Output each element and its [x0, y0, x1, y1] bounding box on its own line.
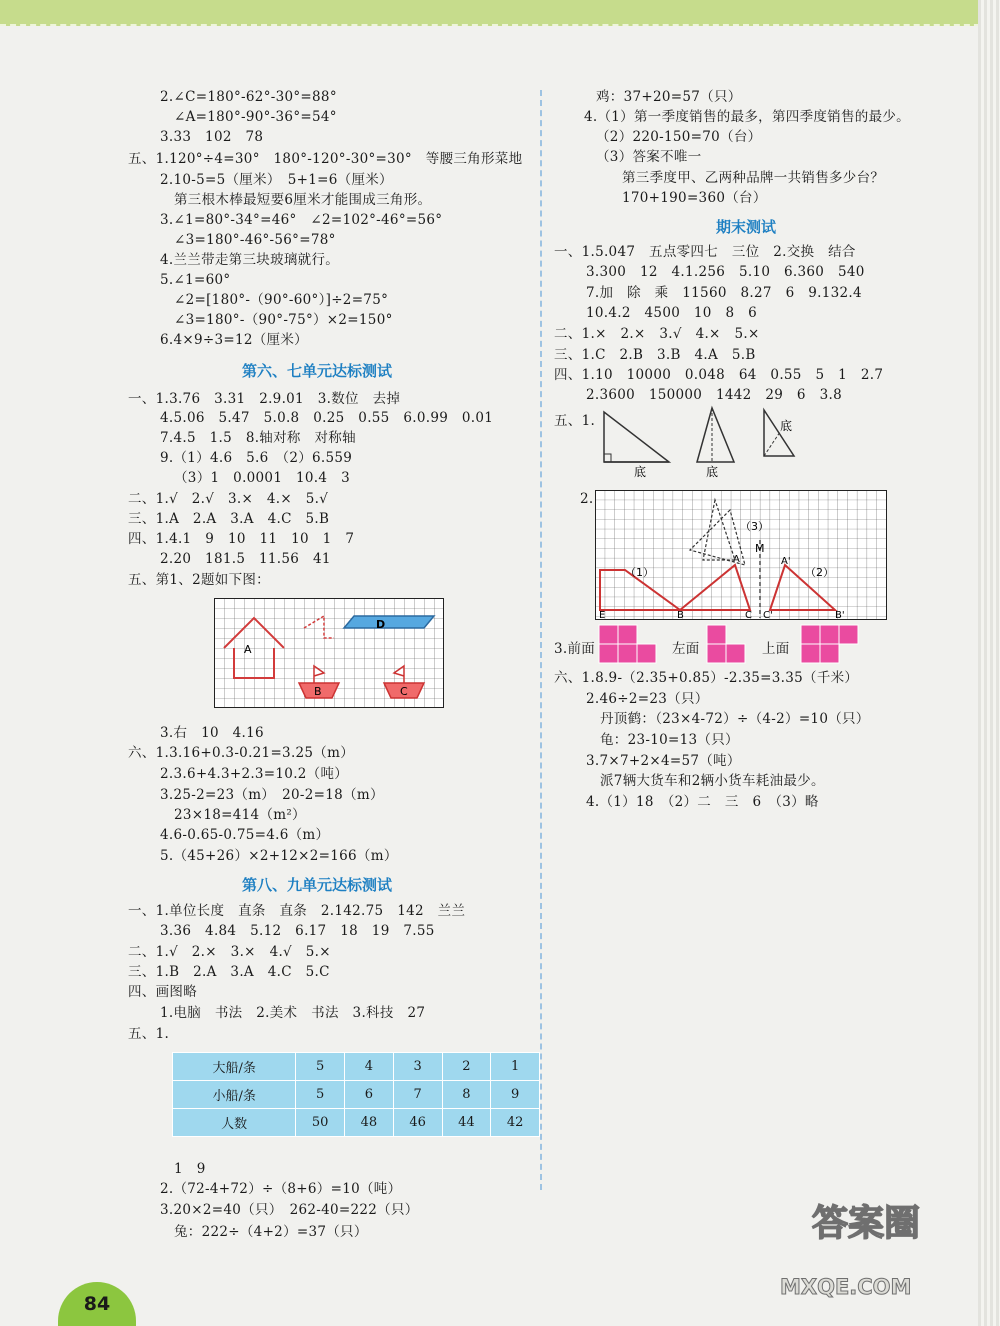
sec2-line: 二、1.√ 2.× 3.× 4.√ 5.× — [128, 944, 331, 960]
sec2-line: 五、1. — [128, 1026, 170, 1042]
left-line: ∠2=[180°-（90°-60°）]÷2=75° — [174, 292, 389, 308]
sec2-line: 四、画图略 — [128, 984, 197, 1000]
sec2-after-line: 3.20×2=40（只） 262-40=222（只） — [160, 1202, 419, 1218]
table-cell: 42 — [491, 1109, 540, 1137]
right-line: （2）220-150=70（台） — [596, 129, 762, 145]
sec1-line: 一、1.3.76 3.31 2.9.01 3.数位 去掉 — [128, 391, 401, 407]
triangle-base-label: 底 — [634, 465, 647, 479]
fig-label-d: D — [376, 618, 386, 631]
grid-label-c-prime: C' — [763, 610, 773, 621]
grid-label-e: E — [599, 610, 606, 621]
sec1-line: 2.20 181.5 11.56 41 — [160, 551, 331, 567]
sec1-line: 二、1.√ 2.√ 3.× 4.× 5.√ — [128, 491, 329, 507]
sec1-after-line: 2.3.6+4.3+2.3=10.2（吨） — [160, 766, 349, 782]
triangle-base-label: 底 — [706, 465, 719, 479]
table-row — [173, 1109, 540, 1137]
table-cell: 8 — [442, 1081, 491, 1109]
watermark-url: MXQE.COM — [780, 1275, 912, 1299]
left-line: ∠A=180°-90°-36°=54° — [174, 109, 337, 125]
left-line: 五、1.120°÷4=30° 180°-120°-30°=30° 等腰三角形菜地 — [128, 151, 523, 167]
left-line: 5.∠1=60° — [160, 272, 231, 288]
triangle-base-label: 底 — [780, 419, 793, 433]
sec3-line: 3.300 12 4.1.256 5.10 6.360 540 — [586, 264, 865, 280]
left-line: 3.∠1=80°-34°=46° ∠2=102°-46°=56° — [160, 212, 443, 228]
sec1-after-line: 4.6-0.65-0.75=4.6（m） — [160, 827, 330, 843]
sec2-after-line: 2.（72-4+72）÷（8+6）=10（吨） — [160, 1181, 402, 1197]
table-cell: 7 — [393, 1081, 442, 1109]
sec3-line: 三、1.C 2.B 3.B 4.A 5.B — [554, 347, 756, 363]
table-cell: 4 — [345, 1053, 394, 1081]
sec3-after-line: 六、1.8.9-（2.35+0.85）-2.35=3.35（千米） — [554, 670, 859, 686]
sec3-line: 四、1.10 10000 0.048 64 0.55 5 1 2.7 — [554, 367, 884, 383]
table-cell: 3 — [393, 1053, 442, 1081]
right-line: （3）答案不唯一 — [596, 149, 702, 165]
sec1-after-line: 六、1.3.16+0.3-0.21=3.25（m） — [128, 745, 355, 761]
left-line: 4.兰兰带走第三块玻璃就行。 — [160, 252, 340, 268]
grid-label-b-prime: B' — [835, 610, 845, 621]
sec1-after-line: 5.（45+26）×2+12×2=166（m） — [160, 848, 398, 864]
sec1-line: 三、1.A 2.A 3.A 4.C 5.B — [128, 511, 330, 527]
sec3-after-line: 2.46÷2=23（只） — [586, 691, 709, 707]
sec1-after-line: 3.25-2=23（m） 20-2=18（m） — [160, 787, 384, 803]
symmetry-grid-figure — [214, 598, 446, 710]
sec1-line: 9.（1）4.6 5.6 （2）6.559 — [160, 450, 353, 466]
top-view-blocks — [800, 624, 860, 666]
fig-label-b: B — [314, 685, 322, 698]
triangle-base-figure — [594, 400, 804, 480]
sec2-line: 三、1.B 2.A 3.A 4.C 5.C — [128, 964, 330, 980]
grid-label-m: M — [755, 542, 765, 555]
sec3-line: 2.3600 150000 1442 29 6 3.8 — [586, 387, 842, 403]
left-line: ∠3=180°-46°-56°=78° — [174, 232, 336, 248]
grid-label-b: B — [677, 610, 684, 621]
section-title: 期末测试 — [716, 218, 777, 236]
sec2-line: 3.36 4.84 5.12 6.17 18 19 7.55 — [160, 923, 435, 939]
right-line: 第三季度甲、乙两种品牌一共销售多少台？ — [622, 170, 885, 186]
sec3-after-line: 4.（1）18 （2）二 三 6 （3）略 — [586, 794, 819, 810]
table-cell: 人数 — [173, 1109, 296, 1137]
right-line: 鸡：37+20=57（只） — [596, 89, 742, 105]
sec1-after-line: 3.右 10 4.16 — [160, 725, 264, 741]
view-label-left: 左面 — [672, 641, 700, 657]
page-number: 84 — [58, 1282, 136, 1326]
left-view-blocks — [706, 624, 748, 666]
table-cell: 6 — [345, 1081, 394, 1109]
table-cell: 48 — [345, 1109, 394, 1137]
sec1-line: 四、1.4.1 9 10 11 10 1 7 — [128, 531, 355, 547]
sec2-line: 一、1.单位长度 直条 直条 2.142.75 142 兰兰 — [128, 903, 466, 919]
right-line: 4.（1）第一季度销售的最多，第四季度销售的最少。 — [584, 109, 910, 125]
right-line: 170+190=360（台） — [622, 190, 767, 206]
sec1-line: 4.5.06 5.47 5.0.8 0.25 0.55 6.0.99 0.01 — [160, 410, 494, 426]
table-cell: 44 — [442, 1109, 491, 1137]
sec3-line: 二、1.× 2.× 3.√ 4.× 5.× — [554, 326, 760, 342]
table-row — [173, 1081, 540, 1109]
view-label-top: 上面 — [762, 641, 790, 657]
sec2-after-line: 1 9 — [174, 1161, 206, 1177]
left-line: 第三根木棒最短要6厘米才能围成三角形。 — [174, 192, 432, 208]
table-cell: 小船/条 — [173, 1081, 296, 1109]
left-line: 2.∠C=180°-62°-30°=88° — [160, 89, 337, 105]
sec1-line: （3）1 0.0001 10.4 3 — [174, 470, 350, 486]
view-label-front: 3.前面 — [554, 641, 596, 657]
sec3-after-line: 派7辆大货车和2辆小货车耗油最少。 — [600, 773, 825, 789]
page-edge — [978, 0, 1000, 1326]
fig-label-a: A — [244, 643, 252, 656]
fig-label-c: C — [400, 685, 408, 698]
left-line: 2.10-5=5（厘米） 5+1=6（厘米） — [160, 172, 393, 188]
grid-label-2: （2） — [805, 566, 834, 579]
table-cell: 46 — [393, 1109, 442, 1137]
grid-label-3: （3） — [740, 520, 769, 533]
sec3-line: 10.4.2 4500 10 8 6 — [586, 305, 758, 321]
section-title: 第六、七单元达标测试 — [242, 362, 393, 380]
grid-label-a-prime: A' — [781, 556, 791, 567]
sec3-after-line: 丹顶鹤：（23×4-72）÷（4-2）=10（只） — [600, 711, 870, 727]
column-divider — [540, 90, 542, 1190]
sec1-line: 7.4.5 1.5 8.轴对称 对称轴 — [160, 430, 356, 446]
grid-label-1: （1） — [625, 566, 654, 579]
sec1-after-line: 23×18=414（m²） — [174, 807, 306, 823]
sec3-after-line: 龟：23-10=13（只） — [600, 732, 739, 748]
watermark-logo: 答案圈 — [812, 1203, 921, 1244]
table-cell: 1 — [491, 1053, 540, 1081]
left-line: ∠3=180°-（90°-75°）×2=150° — [174, 312, 393, 328]
sec1-line: 五、第1、2题如下图： — [128, 572, 270, 588]
q2-label: 2. — [580, 491, 594, 507]
left-line: 6.4×9÷3=12（厘米） — [160, 332, 308, 348]
table-cell: 9 — [491, 1081, 540, 1109]
table-row — [173, 1053, 540, 1081]
transform-grid-figure — [595, 490, 889, 622]
grid-label-a: A — [733, 554, 740, 565]
top-color-band — [0, 0, 1000, 26]
table-cell: 50 — [296, 1109, 345, 1137]
sec2-after-line: 兔：222÷（4+2）=37（只） — [174, 1224, 368, 1240]
left-line: 3.33 102 78 — [160, 129, 264, 145]
sec3-line: 7.加 除 乘 11560 8.27 6 9.132.4 — [586, 285, 862, 301]
grid-label-c: C — [745, 610, 752, 621]
section-title: 第八、九单元达标测试 — [242, 876, 393, 894]
front-view-blocks — [598, 624, 658, 666]
sec3-after-line: 3.7×7+2×4=57（吨） — [586, 753, 741, 769]
sec3-line: 五、1. — [554, 413, 596, 429]
table-cell: 5 — [296, 1081, 345, 1109]
table-cell: 2 — [442, 1053, 491, 1081]
table-cell: 5 — [296, 1053, 345, 1081]
table-cell: 大船/条 — [173, 1053, 296, 1081]
boat-table — [172, 1052, 540, 1137]
sec3-line: 一、1.5.047 五点零四七 三位 2.交换 结合 — [554, 244, 856, 260]
sec2-line: 1.电脑 书法 2.美术 书法 3.科技 27 — [160, 1005, 426, 1021]
